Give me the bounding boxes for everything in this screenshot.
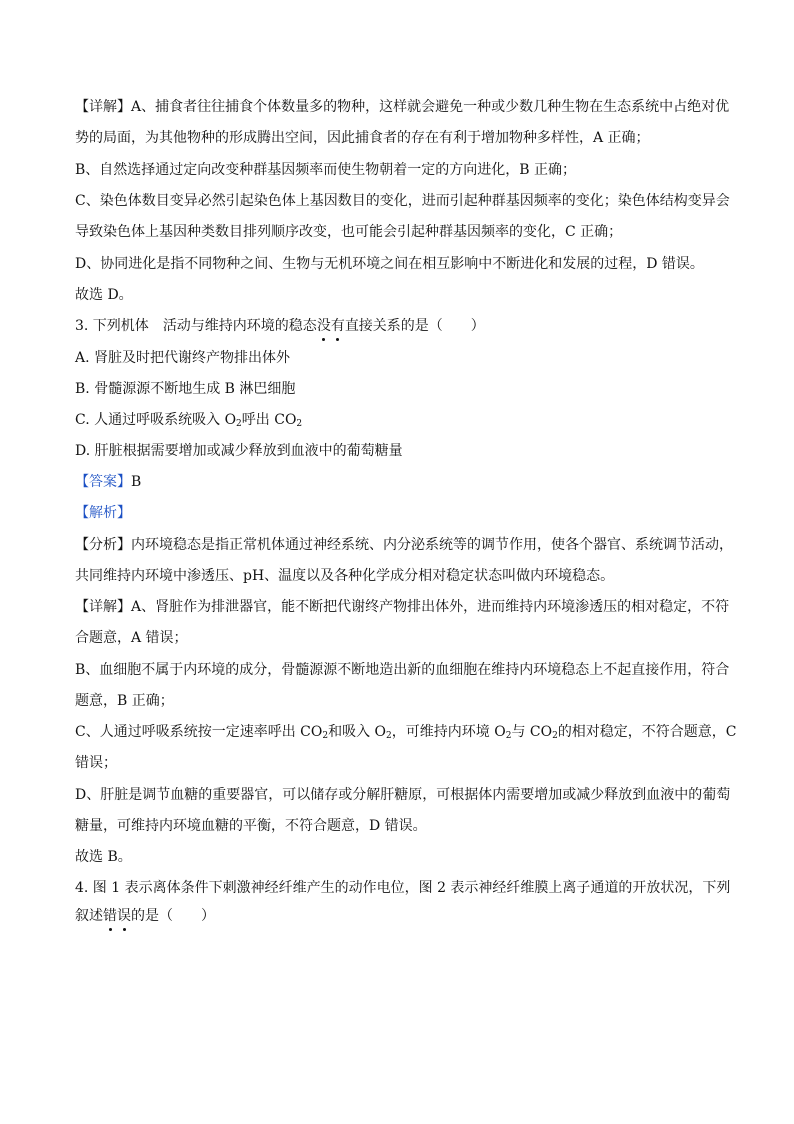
q3-option-c-text: 呼出 CO xyxy=(241,412,297,428)
q3-option-c xyxy=(75,410,302,430)
q2-detail-line-2: 势的局面，为其他物种的形成腾出空间，因此捕食者的存在有利于增加物种多样性，A 正确； xyxy=(75,130,650,146)
q2-detail-line-1: 【详解】A、捕食者往往捕食个体数量多的物种，这样就会避免一种或少数几种生物在生态系统中占绝对优 xyxy=(75,99,730,115)
q3-conclusion: 故选 B。 xyxy=(75,849,132,865)
q3-detail-line-2: 合题意，A 错误； xyxy=(75,630,188,646)
emphasis-dot-char: 错 xyxy=(103,908,117,924)
subscript: 2 xyxy=(552,731,558,741)
q3-detail-text: 与 CO xyxy=(511,724,553,740)
q4-stem-text: 叙述 xyxy=(75,908,103,924)
q2-detail-line-3: B、自然选择通过定向改变种群基因频率而使生物朝着一定的方向进化，B 正确； xyxy=(75,162,577,178)
q2-conclusion: 故选 D。 xyxy=(75,287,133,303)
q2-detail-line-4: C、染色体数目变异必然引起染色体上基因数目的变化，进而引起种群基因频率的变化；染色体结构变异会 xyxy=(75,193,730,209)
q3-fenxi-line-1: 【分析】内环境稳态是指正常机体通过神经系统、内分泌系统等的调节作用，使各个器官、系统调节活动， xyxy=(75,537,733,553)
q2-detail-line-6: D、协同进化是指不同物种之间、生物与无机环境之间在相互影响中不断进化和发展的过程，D 错误。 xyxy=(75,256,704,272)
subscript: 2 xyxy=(296,419,303,429)
q3-detail-text: 和吸入 O xyxy=(328,724,387,740)
q3-fenxi-line-2: 共同维持内环境中渗透压、pH、温度以及各种化学成分相对稳定状态叫做内环境稳态。 xyxy=(75,568,615,584)
q3-detail-text: C、人通过呼吸系统按一定速率呼出 CO xyxy=(75,724,323,740)
subscript: 2 xyxy=(322,731,329,741)
q3-option-c-text: C. 人通过呼吸系统吸入 O xyxy=(75,412,237,428)
q3-detail-text: ，可维持内环境 O xyxy=(391,724,506,740)
answer-value: B xyxy=(131,474,142,490)
q2-detail-line-5: 导致染色体上基因种类数目排列顺序改变，也可能会引起种群基因频率的变化，C 正确； xyxy=(75,224,623,240)
emphasis-dot-char: 没 xyxy=(316,318,331,334)
q4-stem-text: 的是（ ） xyxy=(131,908,215,924)
q3-detail-line-5 xyxy=(75,722,737,742)
q3-detail-line-8: 糖量，可维持内环境血糖的平衡，不符合题意，D 错误。 xyxy=(75,818,427,834)
q3-stem xyxy=(75,316,485,336)
q3-detail-line-4: 题意，B 正确； xyxy=(75,693,174,709)
q3-detail-line-6: 错误； xyxy=(75,755,117,771)
analysis-label: 【解析】 xyxy=(75,505,131,521)
emphasis-dot-char: 误 xyxy=(117,908,131,924)
q3-option-d: D. 肝脏根据需要增加或减少释放到血液中的葡萄糖量 xyxy=(75,443,403,459)
q4-stem-line-2 xyxy=(75,906,215,926)
q3-option-b: B. 骨髓源源不断地生成 B 淋巴细胞 xyxy=(75,381,296,397)
q3-stem-part-a: 3. 下列机体 xyxy=(75,318,149,334)
q3-detail-line-7: D、肝脏是调节血糖的重要器官，可以储存或分解肝糖原，可根据体内需要增加或减少释放到血液中的葡萄 xyxy=(75,787,731,803)
subscript: 2 xyxy=(236,419,242,429)
q3-answer xyxy=(75,472,141,492)
subscript: 2 xyxy=(386,731,392,741)
q3-detail-line-3: B、血细胞不属于内环境的成分，骨髓源源不断地造出新的血细胞在维持内环境稳态上不起直接作用，符合 xyxy=(75,662,730,678)
emphasis-dot-char: 有 xyxy=(330,318,345,334)
q3-stem-part-b: 活动与维持内环境的稳态 xyxy=(162,318,317,334)
q4-stem-line-1: 4. 图 1 表示离体条件下刺激神经纤维产生的动作电位，图 2 表示神经纤维膜上离子通道的开放状况，下列 xyxy=(75,880,731,896)
q3-detail-line-1: 【详解】A、肾脏作为排泄器官，能不断把代谢终产物排出体外，进而维持内环境渗透压的相对稳定，不符 xyxy=(75,599,730,615)
q3-stem-part-c: 直接关系的是（ ） xyxy=(344,318,485,334)
subscript: 2 xyxy=(505,731,512,741)
q3-detail-text: 的相对稳定，不符合题意，C xyxy=(557,724,737,740)
answer-label: 【答案】 xyxy=(75,474,131,490)
q3-option-a: A. 肾脏及时把代谢终产物排出体外 xyxy=(75,350,291,366)
